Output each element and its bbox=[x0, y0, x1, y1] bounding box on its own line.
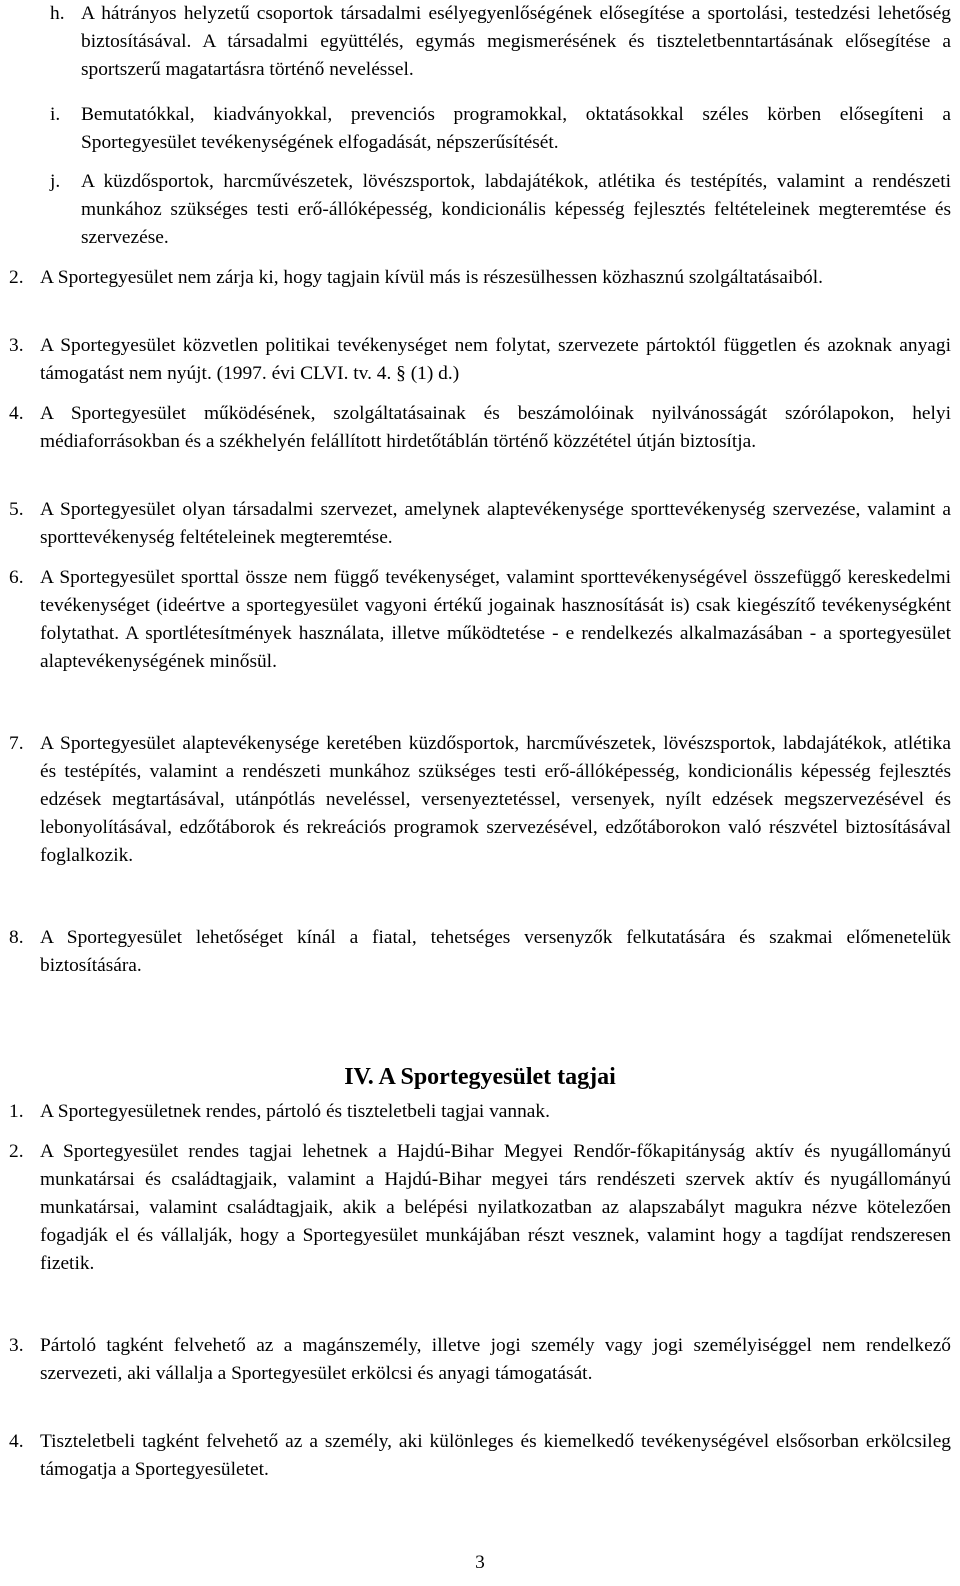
item-marker: 3. bbox=[9, 1335, 24, 1356]
item-text: Bemutatókkal, kiadványokkal, prevenciós programokkal, oktatásokkal széles körben elősegíteni a Sportegyesület tevékenységének elfogadását, népszerűsítését. bbox=[81, 104, 951, 153]
item-text: A Sportegyesület olyan társadalmi szervezet, amelynek alaptevékenysége sporttevékenység szervezése, valamint a sporttevékenység feltételeinek megteremtése. bbox=[40, 499, 951, 548]
page-number: 3 bbox=[475, 1552, 485, 1573]
item-text: A Sportegyesület működésének, szolgáltatásainak és beszámolóinak nyilvánosságát szórólapokon, helyi médiaforrásokban és a székhelyén felállított hirdetőtáblán történő közzététel útján biztosítja. bbox=[40, 403, 951, 452]
item-text: A küzdősportok, harcművészetek, lövészsportok, labdajátékok, atlétika és testépítés, valamint a rendészeti munkához szükséges testi erő-állóképesség, kondicionális képesség fejlesztés feltételeinek megteremtése és szervezése. bbox=[81, 171, 951, 248]
item-text: A Sportegyesület sporttal össze nem függő tevékenységet, valamint sporttevékenységével összefüggő kereskedelmi tevékenységet (ideértve a sportegyesület vagyoni értékű jogainak hasznosítását is) csak kiegészítő tevékenységként folytathat. A sportlétesítmények használata, illetve működtetése - e rendelkezés alkalmazásában - a sportegyesület alaptevékenységének minősül. bbox=[40, 567, 951, 672]
item-h bbox=[50, 0, 951, 84]
item-marker: 3. bbox=[9, 335, 24, 356]
item-8 bbox=[9, 924, 951, 980]
item-7 bbox=[9, 730, 951, 870]
item-marker: 2. bbox=[9, 1141, 24, 1162]
item-i bbox=[50, 101, 951, 157]
item-text: A hátrányos helyzetű csoportok társadalmi esélyegyenlőségének elősegítése a sportolási, testedzési lehetőség biztosításával. A társadalmi együttélés, egymás megismerésének és tiszteletbenntartásának elősegítése a sportszerű magatartásra történő neveléssel. bbox=[81, 3, 951, 80]
member-item-4 bbox=[9, 1428, 951, 1484]
item-marker: j. bbox=[50, 171, 61, 192]
item-marker: 1. bbox=[9, 1101, 24, 1122]
item-text: A Sportegyesület rendes tagjai lehetnek a Hajdú-Bihar Megyei Rendőr-főkapitányság aktív és nyugállományú munkatársai és családtagjaik, valamint a Hajdú-Bihar megyei társ rendészeti szervek aktív és nyugállományú munkatársai, valamint családtagjaik, akik a belépési nyilatkozatban az alapszabályt magukra nézve kötelezően fogadják el és vállalják, hogy a Sportegyesület munkájában részt vesznek, valamint hogy a tagdíjat rendszeresen fizetik. bbox=[40, 1141, 951, 1274]
item-j bbox=[50, 168, 951, 252]
item-text: A Sportegyesület közvetlen politikai tevékenységet nem folytat, szervezete pártoktól független és azoknak anyagi támogatást nem nyújt. (1997. évi CLVI. tv. 4. § (1) d.) bbox=[40, 335, 951, 384]
section-heading: IV. A Sportegyesület tagjai bbox=[344, 1064, 616, 1090]
item-text: Pártoló tagként felvehető az a magánszemély, illetve jogi személy vagy jogi személyiséggel nem rendelkező szervezeti, aki vállalja a Sportegyesület erkölcsi és anyagi támogatását. bbox=[40, 1335, 951, 1384]
item-marker: 8. bbox=[9, 927, 24, 948]
item-2 bbox=[9, 264, 951, 292]
item-marker: h. bbox=[50, 3, 65, 24]
member-item-2 bbox=[9, 1138, 951, 1278]
item-3 bbox=[9, 332, 951, 388]
item-text: A Sportegyesületnek rendes, pártoló és tiszteletbeli tagjai vannak. bbox=[40, 1101, 550, 1122]
member-item-1 bbox=[9, 1098, 951, 1126]
item-text: A Sportegyesület nem zárja ki, hogy tagjain kívül más is részesülhessen közhasznú szolgáltatásaiból. bbox=[40, 267, 823, 288]
item-text: A Sportegyesület alaptevékenysége keretében küzdősportok, harcművészetek, lövészsportok, labdajátékok, atlétika és testépítés, valamint a rendészeti munkához szükséges testi erő-állóképesség, kondicionális képesség fejlesztés edzések megtartásával, utánpótlás neveléssel, versenyeztetéssel, versenyek, nyílt edzések megszervezésével és lebonyolításával, edzőtáborok és rekreációs programok szervezésével, edzőtáborokon való részvétel biztosításával foglalkozik. bbox=[40, 733, 951, 866]
member-item-3 bbox=[9, 1332, 951, 1388]
item-5 bbox=[9, 496, 951, 552]
item-text: A Sportegyesület lehetőséget kínál a fiatal, tehetséges versenyzők felkutatására és szakmai előmenetelük biztosítására. bbox=[40, 927, 951, 976]
item-6 bbox=[9, 564, 951, 676]
item-marker: 7. bbox=[9, 733, 24, 754]
item-marker: 4. bbox=[9, 1431, 24, 1452]
item-marker: i. bbox=[50, 104, 61, 125]
item-marker: 5. bbox=[9, 499, 24, 520]
item-4 bbox=[9, 400, 951, 456]
item-text: Tiszteletbeli tagként felvehető az a személy, aki különleges és kiemelkedő tevékenységével elsősorban erkölcsileg támogatja a Sportegyesületet. bbox=[40, 1431, 951, 1480]
item-marker: 4. bbox=[9, 403, 24, 424]
item-marker: 2. bbox=[9, 267, 24, 288]
item-marker: 6. bbox=[9, 567, 24, 588]
